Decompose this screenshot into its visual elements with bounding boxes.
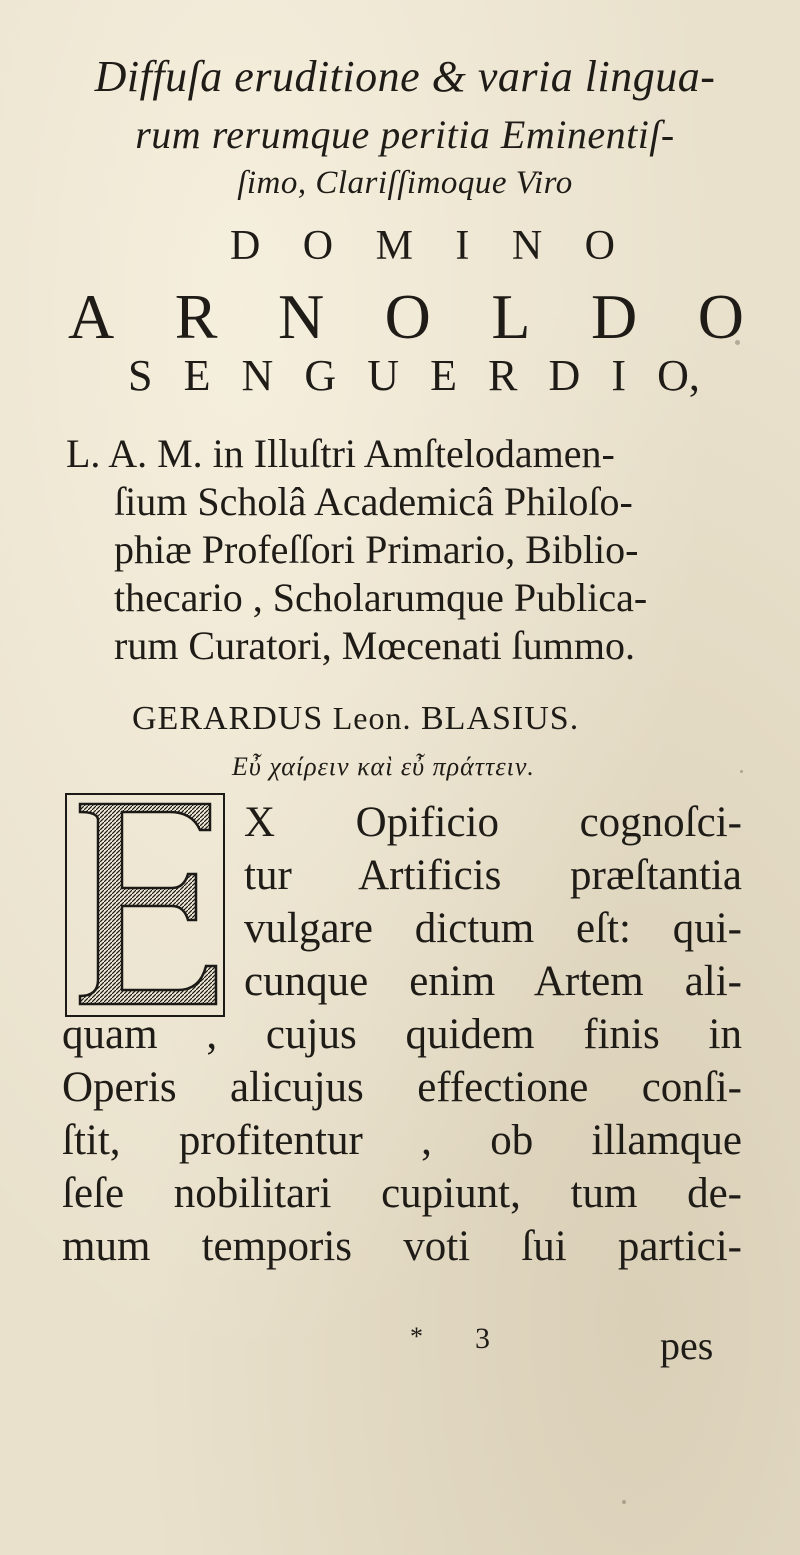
body-line: vulgare dictum eſt: qui- — [244, 905, 742, 952]
letter: N — [511, 223, 543, 269]
paper-speck — [740, 770, 743, 773]
letter: R — [174, 281, 218, 352]
addressee-domino — [230, 222, 615, 270]
dedication-line-1: Diffuſa eruditione & varia lingua- — [94, 52, 716, 101]
paper-speck — [622, 1500, 626, 1504]
titles-line: L. A. M. in Illuſtri Amſtelodamen- — [66, 431, 615, 476]
body-text — [62, 1008, 742, 1273]
titles-line: thecario , Scholarumque Publica- — [114, 575, 648, 620]
letter: L — [491, 281, 531, 352]
dedication-line-3: ſimo, Clariſſimoque Viro — [237, 165, 573, 201]
catchword: pes — [660, 1323, 714, 1368]
letter: S — [128, 351, 153, 400]
letter: G — [304, 351, 337, 400]
decorated-initial-e — [60, 790, 230, 1020]
body-line: Operis alicujus effectione conſi- — [62, 1064, 742, 1111]
letter: E — [183, 351, 211, 400]
letter: O — [384, 281, 431, 352]
letter: D — [548, 351, 581, 400]
dropcap-letter: E — [144, 940, 146, 941]
addressee-titles — [66, 430, 756, 670]
body-line: X Opificio cognoſci- — [244, 799, 742, 846]
body-line: tur Artificis præſtantia — [244, 852, 742, 899]
letter: D — [230, 223, 261, 269]
letter: O — [697, 281, 744, 352]
letter: O, — [657, 351, 700, 400]
letter: M — [375, 223, 413, 269]
titles-line: rum Curatori, Mœcenati ſummo. — [114, 623, 636, 668]
letter: N — [241, 351, 274, 400]
body-line: cunque enim Artem ali- — [244, 958, 742, 1005]
titles-line: ſium Scholâ Academicâ Philoſo- — [114, 479, 633, 524]
letter: A — [68, 281, 115, 352]
letter: O — [584, 223, 615, 269]
letter: R — [488, 351, 518, 400]
letter: N — [277, 281, 325, 352]
signer-middle-name: Leon. — [332, 700, 412, 736]
body-line: mum temporis voti ſui partici- — [62, 1223, 742, 1270]
addressee-arnoldo — [68, 280, 744, 354]
body-line: ſeſe nobilitari cupiunt, tum de- — [62, 1170, 742, 1217]
signer-last-name: BLASIUS. — [421, 700, 580, 737]
letter: E — [430, 351, 457, 400]
signature-number: 3 — [475, 1322, 490, 1355]
paper-speck — [735, 340, 740, 345]
letter: I — [455, 223, 470, 269]
body-line: ſtit, profitentur , ob illamque — [62, 1117, 742, 1164]
titles-line: phiæ Profeſſori Primario, Biblio- — [114, 527, 639, 572]
signature-mark: * — [410, 1322, 423, 1351]
signer-first-name: GERARDUS — [132, 700, 324, 737]
letter: O — [302, 223, 334, 269]
addressee-senguerdio — [128, 350, 700, 401]
body-text-indented — [244, 796, 742, 1008]
dedication-line-2: rum rerumque peritia Eminentiſ- — [135, 112, 675, 157]
body-line: quam , cujus quidem finis in — [62, 1011, 742, 1058]
letter: D — [591, 281, 638, 352]
letter: I — [611, 351, 627, 400]
signer-name — [132, 700, 579, 738]
greek-motto: Εὖ χαίρειν καὶ εὖ πράττειν. — [232, 752, 535, 781]
letter: U — [367, 351, 400, 400]
